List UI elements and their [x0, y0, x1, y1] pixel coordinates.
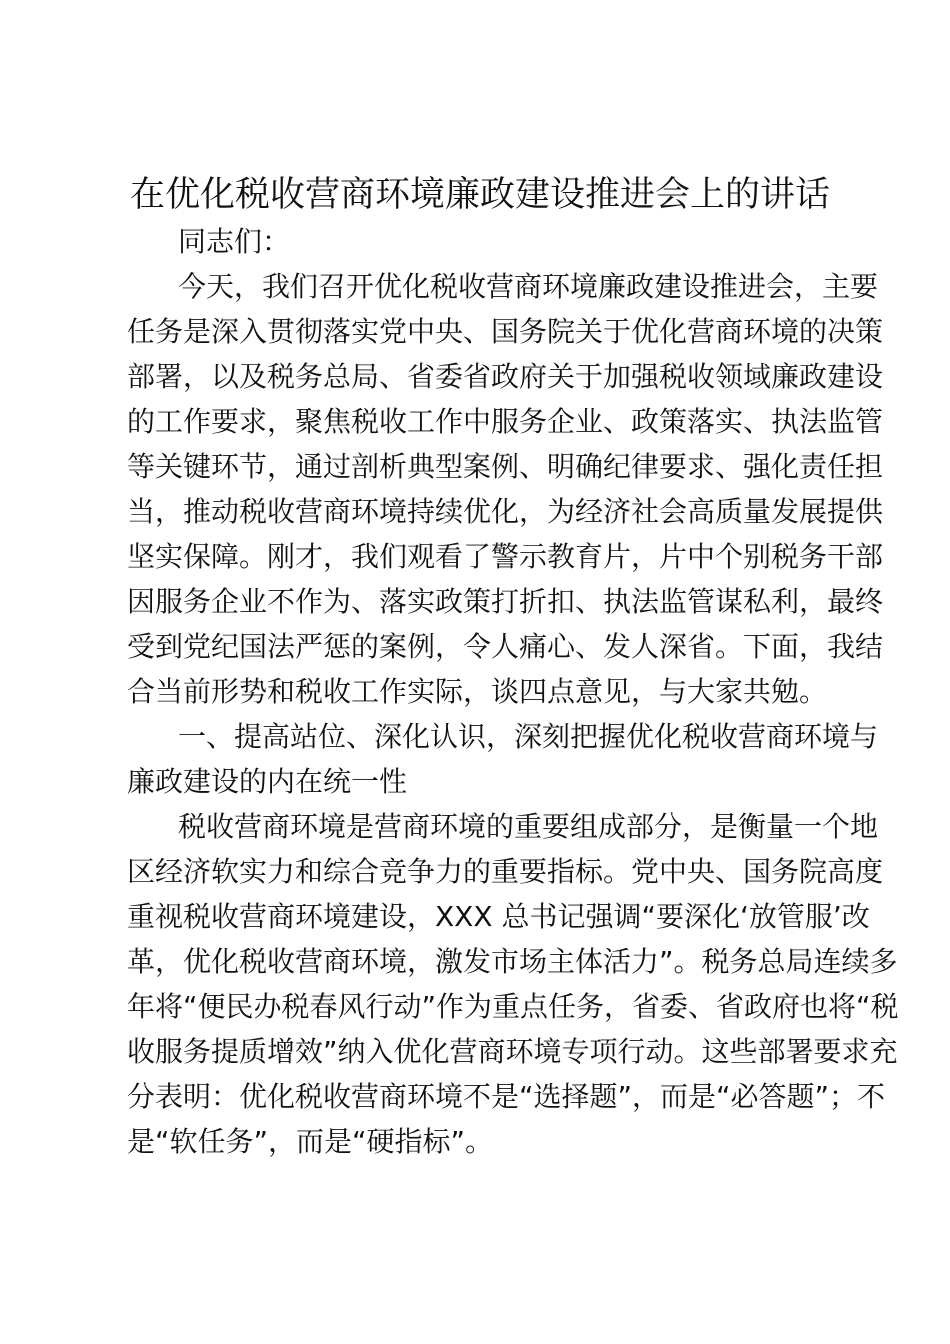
paragraph-line: 当，推动税收营商环境持续优化，为经济社会高质量发展提供 — [127, 495, 884, 528]
section-heading-line: 一、提高站位、深化认识，深刻把握优化税收营商环境与 — [178, 720, 879, 753]
paragraph-line: 的工作要求，聚焦税收工作中服务企业、政策落实、执法监管 — [127, 405, 884, 438]
paragraph-line: 是“软任务”，而是“硬指标”。 — [127, 1125, 494, 1158]
paragraph-line: 收服务提质增效”纳入优化营商环境专项行动。这些部署要求充 — [127, 1035, 898, 1068]
salutation: 同志们： — [178, 225, 291, 258]
paragraph-line: 分表明：优化税收营商环境不是“选择题”，而是“必答题”；不 — [127, 1080, 886, 1113]
paragraph-line: 今天，我们召开优化税收营商环境廉政建设推进会，主要 — [178, 270, 879, 303]
paragraph-line: 年将“便民办税春风行动”作为重点任务，省委、省政府也将“税 — [127, 990, 899, 1023]
paragraph-line: 任务是深入贯彻落实党中央、国务院关于优化营商环境的决策 — [127, 315, 884, 348]
paragraph-line: 因服务企业不作为、落实政策打折扣、执法监管谋私利，最终 — [127, 585, 884, 618]
document-title: 在优化税收营商环境廉政建设推进会上的讲话 — [129, 175, 830, 215]
paragraph-line: 部署，以及税务总局、省委省政府关于加强税收领域廉政建设 — [127, 360, 884, 393]
paragraph-line: 革，优化税收营商环境，激发市场主体活力”。税务总局连续多 — [127, 945, 898, 978]
paragraph-line: 区经济软实力和综合竞争力的重要指标。党中央、国务院高度 — [127, 855, 884, 888]
section-heading-line: 廉政建设的内在统一性 — [127, 765, 408, 798]
paragraph-line: 受到党纪国法严惩的案例，令人痛心、发人深省。下面，我结 — [127, 630, 884, 663]
paragraph-line: 重视税收营商环境建设，XXX 总书记强调“要深化‘放管服’改 — [127, 900, 870, 933]
paragraph-line: 税收营商环境是营商环境的重要组成部分，是衡量一个地 — [178, 810, 879, 843]
paragraph-line: 坚实保障。刚才，我们观看了警示教育片，片中个别税务干部 — [127, 540, 884, 573]
paragraph-line: 合当前形势和税收工作实际，谈四点意见，与大家共勉。 — [127, 675, 828, 708]
paragraph-line: 等关键环节，通过剖析典型案例、明确纪律要求、强化责任担 — [127, 450, 884, 483]
